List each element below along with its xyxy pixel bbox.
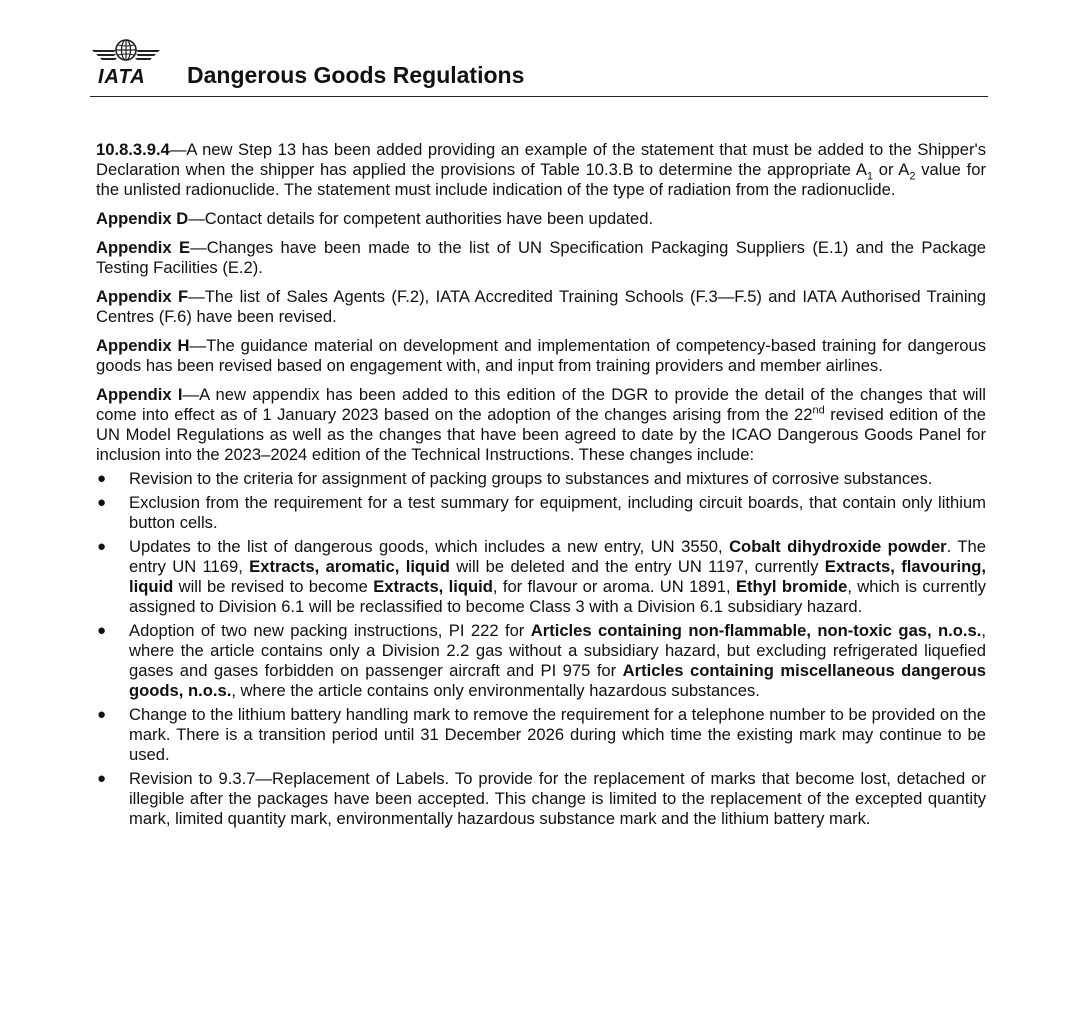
paragraph-text: —A new appendix has been added to this edition of the DGR to provide the detail of the changes that will come into effect as of 1 January 2023 based on the adoption of the changes arising from the 22 bbox=[96, 385, 986, 424]
paragraph-text: —Contact details for competent authorities have been updated. bbox=[188, 209, 654, 228]
list-item bbox=[96, 537, 986, 617]
dangerous-good-name: Extracts, liquid bbox=[373, 577, 493, 596]
section-heading: Appendix H bbox=[96, 336, 190, 355]
list-item-text: will be revised to become bbox=[173, 577, 374, 596]
superscript: nd bbox=[812, 404, 825, 417]
subscript: 2 bbox=[909, 170, 916, 183]
bullet-icon: ● bbox=[97, 622, 107, 639]
section-heading: Appendix D bbox=[96, 209, 189, 228]
paragraph-10-8-3-9-4 bbox=[96, 140, 986, 200]
paragraph-appendix-e bbox=[96, 238, 986, 278]
list-item-text: , where the article contains only a Division 2.2 gas without a subsidiary hazard, but excluding refrigerated liquefied gases and gases forbidden on passenger aircraft and PI 975 for bbox=[129, 621, 986, 680]
paragraph-text: value for the unlisted radionuclide. The statement must include indication of the type of radiation from the radionuclide. bbox=[96, 160, 986, 199]
document-body bbox=[96, 140, 986, 833]
section-heading: Appendix I bbox=[96, 385, 183, 404]
paragraph-text: —The guidance material on development and implementation of competency-based training for dangerous goods has been revised based on engagement with, and input from training providers and member airlines. bbox=[96, 336, 986, 375]
list-item-text: Revision to 9.3.7—Replacement of Labels. To provide for the replacement of marks that become lost, detached or illegible after the packages have been accepted. This change is limited to the replacement of the excepted quantity mark, limited quantity mark, environmentally hazardous substance mark and the lithium battery mark. bbox=[129, 769, 986, 828]
list-item-text: Exclusion from the requirement for a test summary for equipment, including circuit boards, that contain only lithium button cells. bbox=[129, 493, 986, 532]
dangerous-good-name: Cobalt dihydroxide powder bbox=[729, 537, 947, 556]
iata-logo bbox=[90, 38, 162, 90]
paragraph-text: revised edition of the UN Model Regulations as well as the changes that have been agreed to date by the ICAO Dangerous Goods Panel for inclusion into the 2023–2024 edition of the Technical Instructions. These changes include: bbox=[96, 405, 986, 464]
list-item-text: . The entry UN 1169, bbox=[129, 537, 986, 576]
section-heading: Appendix F bbox=[96, 287, 189, 306]
logo-wordmark: IATA bbox=[98, 66, 146, 88]
subscript: 1 bbox=[866, 170, 874, 183]
dangerous-good-name: Articles containing non-flammable, non-toxic gas, n.o.s. bbox=[530, 621, 982, 640]
list-item-text: , which is currently assigned to Division 6.1 will be reclassified to become Class 3 with a Division 6.1 subsidiary hazard. bbox=[129, 577, 987, 616]
paragraph-text: —The list of Sales Agents (F.2), IATA Accredited Training Schools (F.3—F.5) and IATA Authorised Training Centres (F.6) have been revised. bbox=[96, 287, 986, 326]
bullet-icon: ● bbox=[97, 470, 107, 487]
globe-wings-icon bbox=[90, 38, 162, 68]
list-item-text: Updates to the list of dangerous goods, which includes a new entry, UN 3550, bbox=[129, 537, 730, 556]
dangerous-good-name: Extracts, aromatic, liquid bbox=[249, 557, 450, 576]
list-item bbox=[96, 469, 986, 489]
section-heading: 10.8.3.9.4 bbox=[96, 140, 170, 159]
list-item-text: Revision to the criteria for assignment of packing groups to substances and mixtures of corrosive substances. bbox=[129, 469, 933, 488]
list-item bbox=[96, 705, 986, 765]
dangerous-good-name: Articles containing miscellaneous dangerous goods, n.o.s. bbox=[129, 661, 987, 700]
list-item-text: , where the article contains only environmentally hazardous substances. bbox=[231, 681, 760, 700]
list-item-text: Adoption of two new packing instructions, PI 222 for bbox=[129, 621, 531, 640]
page-header bbox=[90, 38, 988, 97]
paragraph-text: —A new Step 13 has been added providing an example of the statement that must be added to the Shipper's Declaration when the shipper has applied the provisions of Table 10.3.B to determine the appropriate A bbox=[96, 140, 986, 179]
paragraph-appendix-f bbox=[96, 287, 986, 327]
paragraph-appendix-d bbox=[96, 209, 986, 229]
list-item-text: Change to the lithium battery handling mark to remove the requirement for a telephone number to be provided on the mark. There is a transition period until 31 December 2026 during which time the existing mark may continue to be used. bbox=[129, 705, 986, 764]
changes-list bbox=[96, 469, 986, 829]
paragraph-appendix-h bbox=[96, 336, 986, 376]
bullet-icon: ● bbox=[97, 706, 107, 723]
paragraph-text: or A bbox=[873, 160, 910, 179]
bullet-icon: ● bbox=[97, 770, 107, 787]
list-item-text: will be deleted and the entry UN 1197, currently bbox=[449, 557, 825, 576]
dangerous-good-name: Extracts, flavouring, liquid bbox=[129, 557, 987, 596]
bullet-icon: ● bbox=[97, 538, 107, 555]
list-item-text: , for flavour or aroma. UN 1891, bbox=[492, 577, 736, 596]
list-item bbox=[96, 769, 986, 829]
list-item bbox=[96, 493, 986, 533]
list-item bbox=[96, 621, 986, 701]
dangerous-good-name: Ethyl bromide bbox=[735, 577, 848, 596]
paragraph-text: —Changes have been made to the list of UN Specification Packaging Suppliers (E.1) and the Package Testing Facilities (E.2). bbox=[96, 238, 986, 277]
paragraph-appendix-i bbox=[96, 385, 986, 465]
bullet-icon: ● bbox=[97, 494, 107, 511]
section-heading: Appendix E bbox=[96, 238, 191, 257]
page-title: Dangerous Goods Regulations bbox=[187, 62, 525, 88]
